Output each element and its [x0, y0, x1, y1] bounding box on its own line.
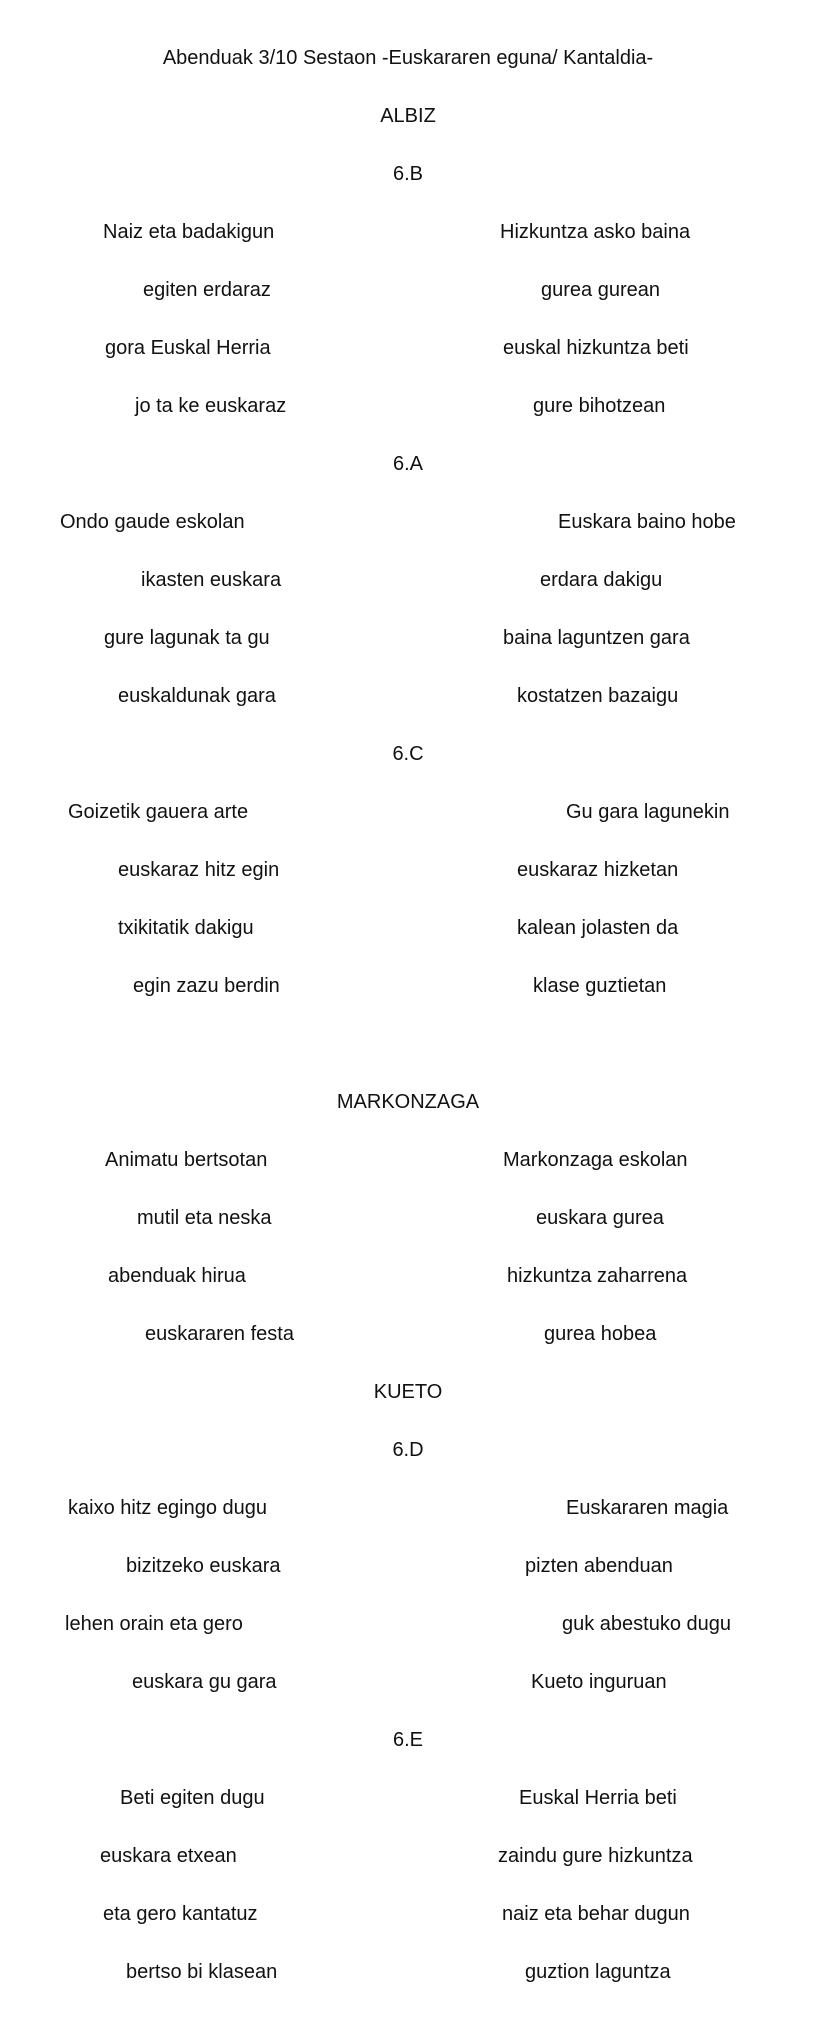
page-title: Abenduak 3/10 Sestaon -Euskararen eguna/ Kantaldia- — [162, 47, 654, 69]
class-heading-6e: 6.E — [392, 1729, 424, 1751]
verse-line-right: gure bihotzean — [533, 395, 666, 417]
verse-line-right: Euskal Herria beti — [519, 1787, 677, 1809]
verse-line-left: jo ta ke euskaraz — [135, 395, 287, 417]
verse-line-left: euskara gu gara — [132, 1671, 277, 1693]
class-heading-6c: 6.C — [392, 743, 424, 765]
verse-line-left: Animatu bertsotan — [105, 1149, 268, 1171]
verse-line-right: Euskararen magia — [566, 1497, 729, 1519]
verse-line-left: eta gero kantatuz — [103, 1903, 258, 1925]
verse-line-right: zaindu gure hizkuntza — [498, 1845, 693, 1867]
verse-line-left: egin zazu berdin — [133, 975, 280, 997]
verse-line-right: euskara gurea — [536, 1207, 664, 1229]
verse-line-right: kalean jolasten da — [517, 917, 679, 939]
verse-line-right: naiz eta behar dugun — [502, 1903, 690, 1925]
verse-line-right: guk abestuko dugu — [562, 1613, 732, 1635]
verse-line-left: Ondo gaude eskolan — [60, 511, 245, 533]
verse-line-right: euskal hizkuntza beti — [503, 337, 689, 359]
verse-line-left: ikasten euskara — [141, 569, 282, 591]
verse-line-left: gora Euskal Herria — [105, 337, 271, 359]
verse-line-left: euskararen festa — [145, 1323, 294, 1345]
verse-line-right: Euskara baino hobe — [558, 511, 736, 533]
verse-line-right: euskaraz hizketan — [517, 859, 679, 881]
class-heading-6b: 6.B — [392, 163, 424, 185]
verse-line-left: egiten erdaraz — [143, 279, 271, 301]
verse-line-right: guztion laguntza — [525, 1961, 671, 1983]
verse-line-left: gure lagunak ta gu — [104, 627, 270, 649]
verse-line-left: euskaldunak gara — [118, 685, 276, 707]
verse-line-right: Hizkuntza asko baina — [500, 221, 691, 243]
verse-line-right: Markonzaga eskolan — [503, 1149, 688, 1171]
verse-line-right: gurea gurean — [541, 279, 660, 301]
verse-line-left: euskaraz hitz egin — [118, 859, 280, 881]
verse-line-left: lehen orain eta gero — [65, 1613, 243, 1635]
school-heading-kueto: KUETO — [373, 1381, 443, 1403]
verse-line-right: erdara dakigu — [540, 569, 663, 591]
verse-line-left: bertso bi klasean — [126, 1961, 278, 1983]
verse-line-right: pizten abenduan — [525, 1555, 673, 1577]
verse-line-right: baina laguntzen gara — [503, 627, 690, 649]
verse-line-left: abenduak hirua — [108, 1265, 246, 1287]
verse-line-right: gurea hobea — [544, 1323, 657, 1345]
verse-line-right: Gu gara lagunekin — [566, 801, 730, 823]
school-heading-markonzaga: MARKONZAGA — [336, 1091, 480, 1113]
verse-line-right: hizkuntza zaharrena — [507, 1265, 688, 1287]
school-heading-albiz: ALBIZ — [380, 105, 436, 127]
verse-line-left: mutil eta neska — [137, 1207, 272, 1229]
verse-line-left: Beti egiten dugu — [120, 1787, 265, 1809]
verse-line-left: txikitatik dakigu — [118, 917, 254, 939]
verse-line-left: euskara etxean — [100, 1845, 237, 1867]
verse-line-left: Goizetik gauera arte — [68, 801, 249, 823]
verse-line-right: klase guztietan — [533, 975, 667, 997]
verse-line-right: kostatzen bazaigu — [517, 685, 679, 707]
verse-line-left: kaixo hitz egingo dugu — [68, 1497, 268, 1519]
class-heading-6d: 6.D — [392, 1439, 424, 1461]
verse-line-left: Naiz eta badakigun — [103, 221, 275, 243]
verse-line-left: bizitzeko euskara — [126, 1555, 281, 1577]
verse-line-right: Kueto inguruan — [531, 1671, 667, 1693]
class-heading-6a: 6.A — [392, 453, 424, 475]
